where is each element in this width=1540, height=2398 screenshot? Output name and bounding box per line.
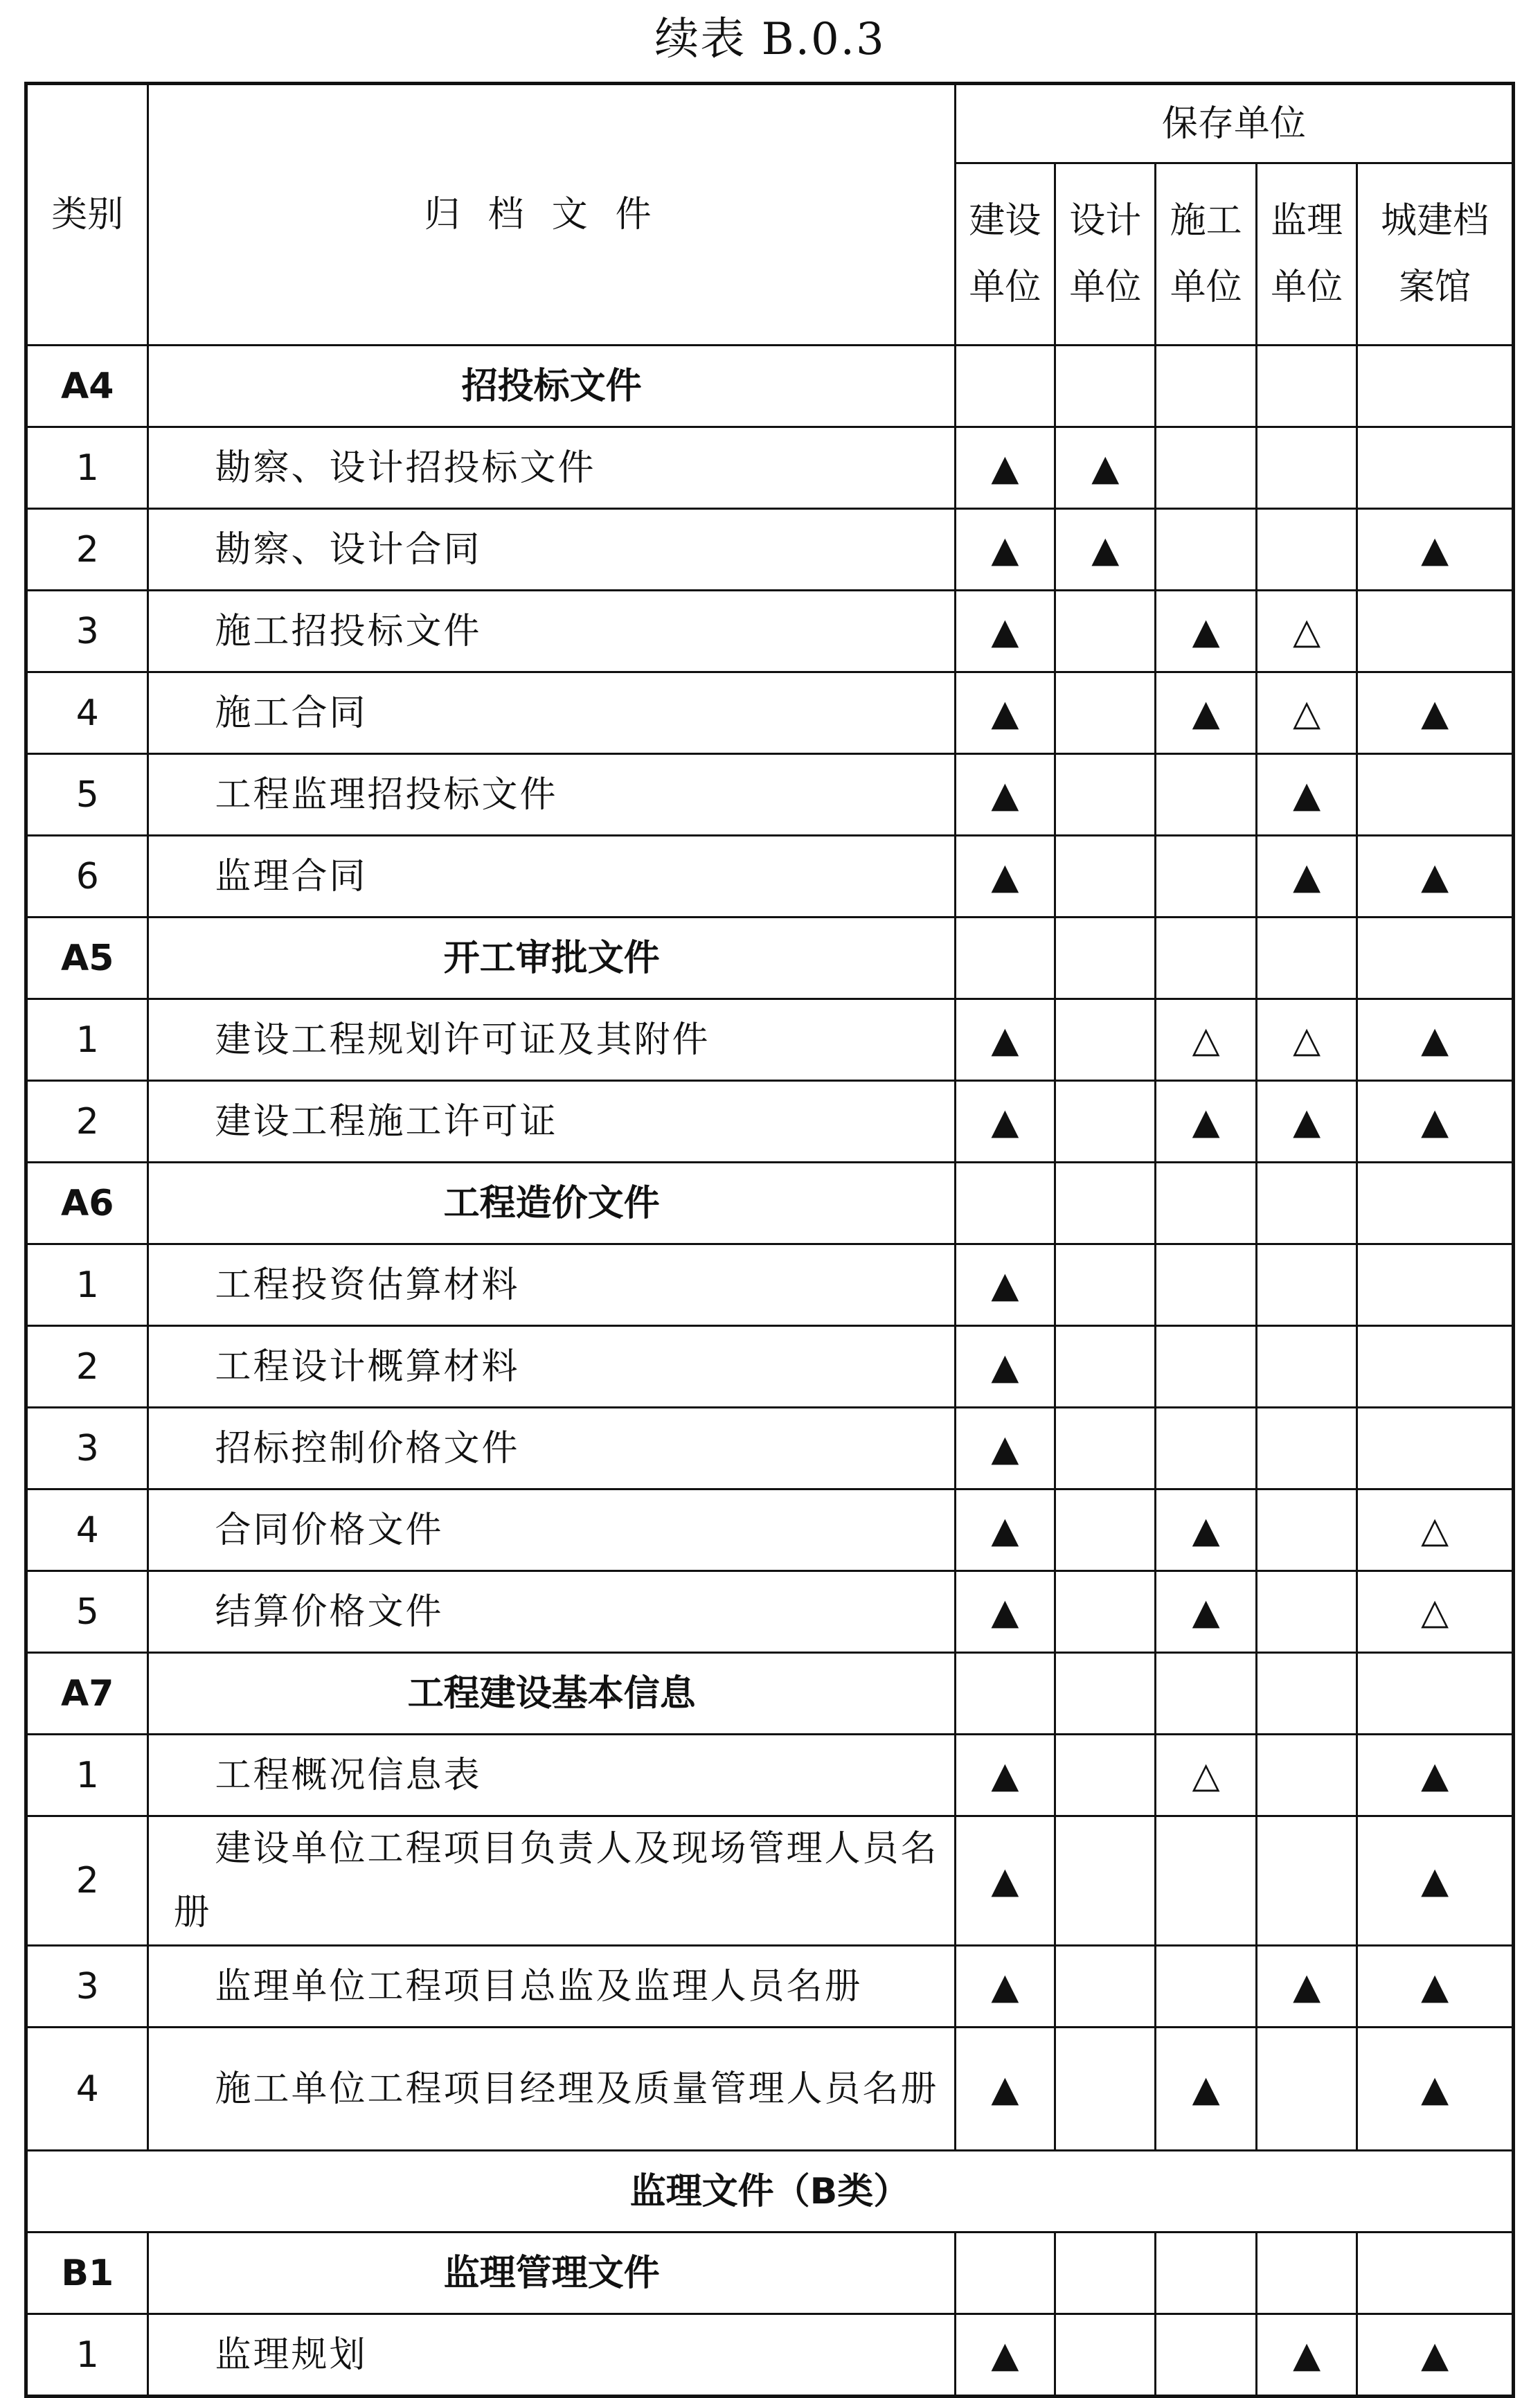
mark-design bbox=[1055, 346, 1156, 427]
mark-design: ▲ bbox=[1055, 509, 1156, 591]
mark-supervision bbox=[1256, 2028, 1357, 2151]
mark-design bbox=[1055, 2233, 1156, 2314]
documents-header: 归档文件 bbox=[148, 84, 955, 346]
document-name: 招标控制价格文件 bbox=[148, 1408, 955, 1489]
mark-construction-owner bbox=[955, 1653, 1055, 1735]
unit-header-supervision: 监理 单位 bbox=[1256, 163, 1357, 346]
mark-construction: ▲ bbox=[1156, 591, 1256, 672]
mark-city-archive bbox=[1357, 1326, 1514, 1408]
mark-construction: ▲ bbox=[1156, 1489, 1256, 1571]
mark-design bbox=[1055, 1946, 1156, 2028]
item-number: 3 bbox=[26, 1408, 148, 1489]
mark-construction-owner: ▲ bbox=[955, 1081, 1055, 1163]
table-row bbox=[26, 999, 1514, 1081]
mark-supervision bbox=[1256, 346, 1357, 427]
mark-construction-owner: ▲ bbox=[955, 509, 1055, 591]
mark-city-archive bbox=[1357, 1653, 1514, 1735]
mark-city-archive bbox=[1357, 918, 1514, 999]
mark-city-archive: ▲ bbox=[1357, 509, 1514, 591]
unit-header-city-archive: 城建档 案馆 bbox=[1357, 163, 1514, 346]
mark-supervision: ▲ bbox=[1256, 754, 1357, 836]
section-code: A5 bbox=[26, 918, 148, 999]
mark-design bbox=[1055, 999, 1156, 1081]
mark-city-archive: △ bbox=[1357, 1571, 1514, 1653]
document-name: 施工合同 bbox=[148, 672, 955, 754]
item-number: 4 bbox=[26, 2028, 148, 2151]
header-row bbox=[26, 84, 1514, 163]
part-heading: 监理文件（B类） bbox=[26, 2151, 1514, 2233]
mark-city-archive: ▲ bbox=[1357, 999, 1514, 1081]
mark-city-archive bbox=[1357, 591, 1514, 672]
mark-construction bbox=[1156, 2233, 1256, 2314]
document-name: 监理合同 bbox=[148, 836, 955, 918]
table-row bbox=[26, 754, 1514, 836]
mark-supervision: ▲ bbox=[1256, 1946, 1357, 2028]
mark-construction: △ bbox=[1156, 999, 1256, 1081]
document-name: 监理单位工程项目总监及监理人员名册 bbox=[148, 1946, 955, 2028]
mark-construction bbox=[1156, 1326, 1256, 1408]
mark-construction-owner bbox=[955, 2233, 1055, 2314]
mark-design bbox=[1055, 591, 1156, 672]
mark-design bbox=[1055, 1489, 1156, 1571]
mark-supervision bbox=[1256, 1326, 1357, 1408]
mark-supervision bbox=[1256, 427, 1357, 509]
part-heading-row bbox=[26, 2151, 1514, 2233]
item-number: 5 bbox=[26, 1571, 148, 1653]
table-row bbox=[26, 509, 1514, 591]
unit-header-construction-owner: 建设 单位 bbox=[955, 163, 1055, 346]
unit-header-construction: 施工 单位 bbox=[1156, 163, 1256, 346]
mark-supervision bbox=[1256, 1571, 1357, 1653]
item-number: 1 bbox=[26, 999, 148, 1081]
mark-design bbox=[1055, 836, 1156, 918]
document-name: 工程监理招投标文件 bbox=[148, 754, 955, 836]
table-row bbox=[26, 1081, 1514, 1163]
mark-supervision bbox=[1256, 1735, 1357, 1816]
mark-city-archive: ▲ bbox=[1357, 2314, 1514, 2397]
mark-construction-owner: ▲ bbox=[955, 754, 1055, 836]
document-name: 工程概况信息表 bbox=[148, 1735, 955, 1816]
mark-design bbox=[1055, 1163, 1156, 1244]
mark-construction-owner: ▲ bbox=[955, 1946, 1055, 2028]
item-number: 3 bbox=[26, 1946, 148, 2028]
section-code: B1 bbox=[26, 2233, 148, 2314]
mark-construction bbox=[1156, 754, 1256, 836]
document-name: 施工单位工程项目经理及质量管理人员名册 bbox=[148, 2028, 955, 2151]
document-name: 监理规划 bbox=[148, 2314, 955, 2397]
mark-construction-owner bbox=[955, 346, 1055, 427]
mark-construction-owner bbox=[955, 918, 1055, 999]
mark-supervision bbox=[1256, 1489, 1357, 1571]
item-number: 1 bbox=[26, 1244, 148, 1326]
section-title: 招投标文件 bbox=[148, 346, 955, 427]
item-number: 4 bbox=[26, 672, 148, 754]
table-row bbox=[26, 1408, 1514, 1489]
document-name: 建设工程规划许可证及其附件 bbox=[148, 999, 955, 1081]
mark-city-archive bbox=[1357, 1408, 1514, 1489]
mark-city-archive bbox=[1357, 427, 1514, 509]
table-row bbox=[26, 2314, 1514, 2397]
mark-construction-owner: ▲ bbox=[955, 2028, 1055, 2151]
mark-design bbox=[1055, 918, 1156, 999]
mark-construction bbox=[1156, 1408, 1256, 1489]
mark-supervision: ▲ bbox=[1256, 2314, 1357, 2397]
mark-city-archive bbox=[1357, 2233, 1514, 2314]
document-name: 建设单位工程项目负责人及现场管理人员名册 bbox=[148, 1816, 955, 1946]
mark-city-archive bbox=[1357, 1163, 1514, 1244]
mark-construction-owner: ▲ bbox=[955, 999, 1055, 1081]
mark-supervision bbox=[1256, 1408, 1357, 1489]
mark-construction-owner: ▲ bbox=[955, 1326, 1055, 1408]
mark-supervision: ▲ bbox=[1256, 1081, 1357, 1163]
mark-construction-owner: ▲ bbox=[955, 427, 1055, 509]
mark-design bbox=[1055, 2028, 1156, 2151]
section-row bbox=[26, 346, 1514, 427]
mark-supervision: △ bbox=[1256, 999, 1357, 1081]
category-header: 类别 bbox=[26, 84, 148, 346]
section-title: 工程建设基本信息 bbox=[148, 1653, 955, 1735]
table-row bbox=[26, 2028, 1514, 2151]
mark-city-archive bbox=[1357, 1244, 1514, 1326]
table-row bbox=[26, 1735, 1514, 1816]
table-row bbox=[26, 1571, 1514, 1653]
section-title: 工程造价文件 bbox=[148, 1163, 955, 1244]
mark-supervision bbox=[1256, 2233, 1357, 2314]
table-row bbox=[26, 1326, 1514, 1408]
table-row bbox=[26, 836, 1514, 918]
mark-construction-owner: ▲ bbox=[955, 1571, 1055, 1653]
mark-design bbox=[1055, 1816, 1156, 1946]
page-title: 续表 B.0.3 bbox=[654, 14, 886, 65]
section-row bbox=[26, 918, 1514, 999]
section-title: 监理管理文件 bbox=[148, 2233, 955, 2314]
storage-units-header: 保存单位 bbox=[955, 84, 1513, 163]
mark-construction bbox=[1156, 427, 1256, 509]
mark-supervision: △ bbox=[1256, 591, 1357, 672]
mark-construction-owner: ▲ bbox=[955, 1408, 1055, 1489]
table-row bbox=[26, 1244, 1514, 1326]
table-row bbox=[26, 427, 1514, 509]
mark-design bbox=[1055, 1326, 1156, 1408]
mark-design bbox=[1055, 1653, 1156, 1735]
table-row bbox=[26, 1489, 1514, 1571]
mark-supervision bbox=[1256, 1244, 1357, 1326]
mark-construction bbox=[1156, 2314, 1256, 2397]
mark-construction-owner: ▲ bbox=[955, 1816, 1055, 1946]
item-number: 2 bbox=[26, 1816, 148, 1946]
mark-construction-owner: ▲ bbox=[955, 1489, 1055, 1571]
document-name: 工程设计概算材料 bbox=[148, 1326, 955, 1408]
mark-city-archive: ▲ bbox=[1357, 1735, 1514, 1816]
item-number: 2 bbox=[26, 1081, 148, 1163]
mark-supervision bbox=[1256, 918, 1357, 999]
section-code: A6 bbox=[26, 1163, 148, 1244]
mark-construction bbox=[1156, 1163, 1256, 1244]
section-title: 开工审批文件 bbox=[148, 918, 955, 999]
mark-city-archive: ▲ bbox=[1357, 1081, 1514, 1163]
mark-design bbox=[1055, 1571, 1156, 1653]
mark-design bbox=[1055, 754, 1156, 836]
mark-city-archive: ▲ bbox=[1357, 1946, 1514, 2028]
document-name: 施工招投标文件 bbox=[148, 591, 955, 672]
document-name: 工程投资估算材料 bbox=[148, 1244, 955, 1326]
document-name: 勘察、设计合同 bbox=[148, 509, 955, 591]
mark-city-archive bbox=[1357, 754, 1514, 836]
item-number: 5 bbox=[26, 754, 148, 836]
mark-design bbox=[1055, 1081, 1156, 1163]
mark-supervision: ▲ bbox=[1256, 836, 1357, 918]
table-row bbox=[26, 591, 1514, 672]
item-number: 2 bbox=[26, 1326, 148, 1408]
item-number: 1 bbox=[26, 427, 148, 509]
mark-construction: ▲ bbox=[1156, 672, 1256, 754]
mark-construction bbox=[1156, 509, 1256, 591]
mark-construction: ▲ bbox=[1156, 1081, 1256, 1163]
item-number: 4 bbox=[26, 1489, 148, 1571]
mark-construction-owner: ▲ bbox=[955, 591, 1055, 672]
mark-design bbox=[1055, 1735, 1156, 1816]
mark-city-archive: ▲ bbox=[1357, 672, 1514, 754]
section-row bbox=[26, 1653, 1514, 1735]
mark-construction: △ bbox=[1156, 1735, 1256, 1816]
mark-construction-owner: ▲ bbox=[955, 1735, 1055, 1816]
mark-construction-owner: ▲ bbox=[955, 836, 1055, 918]
mark-construction-owner: ▲ bbox=[955, 2314, 1055, 2397]
unit-header-design: 设计 单位 bbox=[1055, 163, 1156, 346]
mark-construction bbox=[1156, 1816, 1256, 1946]
mark-construction bbox=[1156, 1946, 1256, 2028]
mark-city-archive: △ bbox=[1357, 1489, 1514, 1571]
mark-city-archive: ▲ bbox=[1357, 2028, 1514, 2151]
item-number: 1 bbox=[26, 1735, 148, 1816]
mark-supervision bbox=[1256, 1163, 1357, 1244]
document-name: 勘察、设计招投标文件 bbox=[148, 427, 955, 509]
document-name: 建设工程施工许可证 bbox=[148, 1081, 955, 1163]
mark-design bbox=[1055, 1244, 1156, 1326]
mark-construction bbox=[1156, 918, 1256, 999]
item-number: 2 bbox=[26, 509, 148, 591]
mark-design bbox=[1055, 1408, 1156, 1489]
mark-city-archive: ▲ bbox=[1357, 1816, 1514, 1946]
mark-construction-owner: ▲ bbox=[955, 1244, 1055, 1326]
document-name: 结算价格文件 bbox=[148, 1571, 955, 1653]
archive-table bbox=[24, 82, 1515, 2398]
table-row bbox=[26, 1816, 1514, 1946]
mark-construction: ▲ bbox=[1156, 1571, 1256, 1653]
mark-supervision: △ bbox=[1256, 672, 1357, 754]
mark-construction: ▲ bbox=[1156, 2028, 1256, 2151]
mark-construction-owner: ▲ bbox=[955, 672, 1055, 754]
section-row bbox=[26, 1163, 1514, 1244]
item-number: 1 bbox=[26, 2314, 148, 2397]
mark-supervision bbox=[1256, 1653, 1357, 1735]
mark-design bbox=[1055, 2314, 1156, 2397]
table-row bbox=[26, 672, 1514, 754]
document-name: 合同价格文件 bbox=[148, 1489, 955, 1571]
mark-construction bbox=[1156, 1653, 1256, 1735]
mark-construction bbox=[1156, 346, 1256, 427]
section-code: A7 bbox=[26, 1653, 148, 1735]
mark-construction-owner bbox=[955, 1163, 1055, 1244]
mark-city-archive: ▲ bbox=[1357, 836, 1514, 918]
mark-supervision bbox=[1256, 509, 1357, 591]
mark-city-archive bbox=[1357, 346, 1514, 427]
mark-construction bbox=[1156, 1244, 1256, 1326]
section-code: A4 bbox=[26, 346, 148, 427]
mark-construction bbox=[1156, 836, 1256, 918]
section-row bbox=[26, 2233, 1514, 2314]
item-number: 3 bbox=[26, 591, 148, 672]
table-row bbox=[26, 1946, 1514, 2028]
item-number: 6 bbox=[26, 836, 148, 918]
mark-design: ▲ bbox=[1055, 427, 1156, 509]
mark-supervision bbox=[1256, 1816, 1357, 1946]
mark-design bbox=[1055, 672, 1156, 754]
